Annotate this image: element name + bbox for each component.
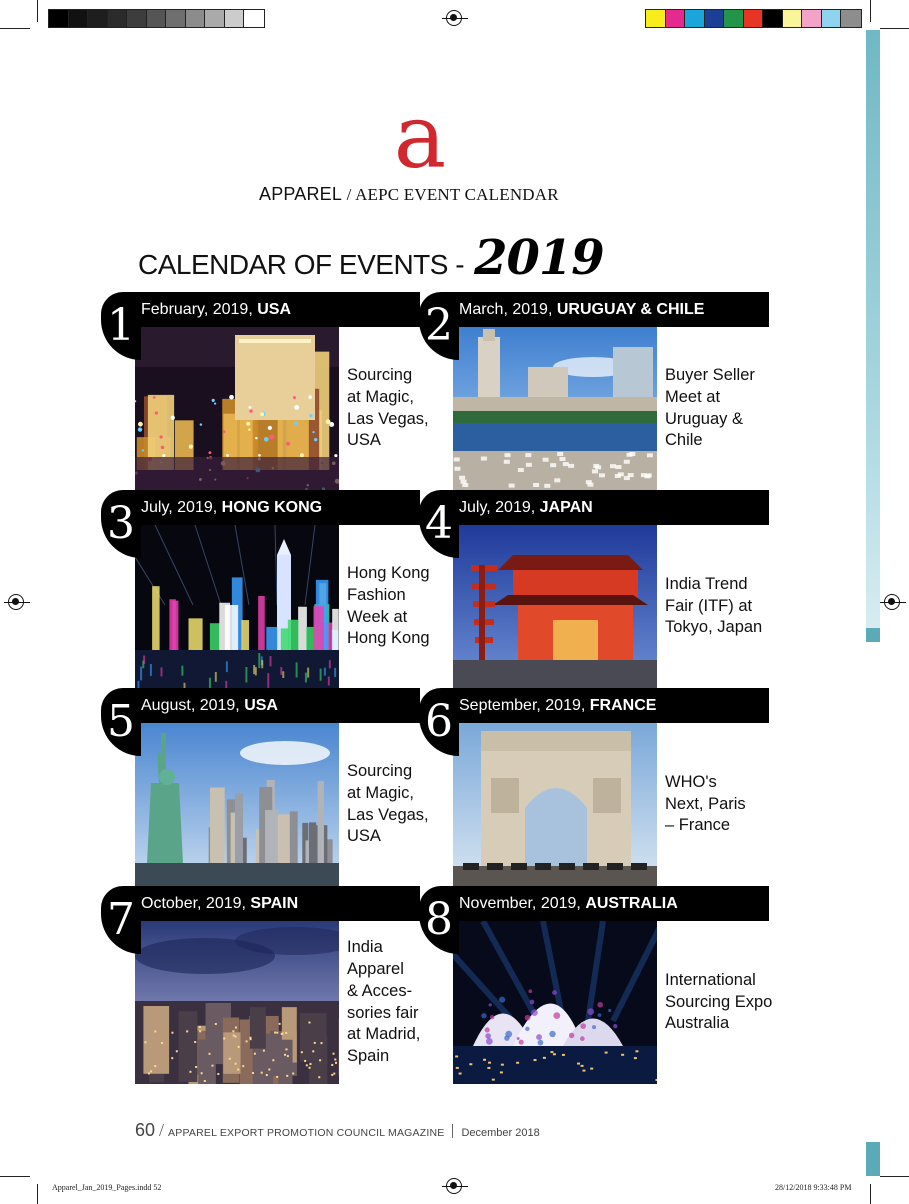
color-swatch bbox=[705, 10, 725, 27]
event-country: SPAIN bbox=[250, 895, 299, 912]
statue-of-liberty-photo bbox=[135, 723, 339, 886]
event-country: AUSTRALIA bbox=[585, 895, 678, 912]
color-swatch bbox=[802, 10, 822, 27]
color-swatch bbox=[783, 10, 803, 27]
page-footer bbox=[135, 1120, 540, 1141]
event-country: URUGUAY & CHILE bbox=[556, 301, 705, 318]
event-country: USA bbox=[244, 697, 278, 714]
event-description: Sourcing at Magic, Las Vegas, USA bbox=[347, 365, 429, 450]
crop-mark bbox=[880, 1176, 909, 1177]
event-number: 1 bbox=[101, 292, 141, 360]
color-swatch bbox=[205, 10, 225, 27]
event-description: Buyer Seller Meet at Uruguay & Chile bbox=[665, 365, 755, 450]
event-date: November, 2019, bbox=[459, 895, 581, 912]
color-swatch bbox=[147, 10, 167, 27]
event-date: March, 2019, bbox=[459, 301, 553, 318]
event-description: India Apparel & Acces- sories fair at Madrid, Spain bbox=[347, 938, 421, 1066]
event-card bbox=[425, 292, 783, 492]
event-date: July, 2019, bbox=[141, 499, 218, 516]
apparel-logo: a bbox=[393, 85, 447, 188]
sensoji-temple-photo bbox=[453, 525, 657, 688]
event-card bbox=[107, 490, 465, 690]
color-swatch bbox=[69, 10, 89, 27]
event-date-bar bbox=[135, 292, 420, 327]
event-card bbox=[425, 688, 783, 888]
page-number: 60 bbox=[135, 1120, 156, 1140]
hong-kong-harbour-night-photo bbox=[135, 525, 339, 688]
event-date-bar bbox=[135, 490, 420, 525]
event-card bbox=[425, 490, 783, 690]
section-title-left: APPAREL bbox=[259, 184, 342, 204]
crop-mark bbox=[37, 1184, 38, 1204]
event-country: HONG KONG bbox=[221, 499, 323, 516]
color-swatch bbox=[186, 10, 206, 27]
side-color-tab-bottom bbox=[866, 1142, 880, 1176]
side-color-strip bbox=[866, 30, 880, 640]
footer-slash: / bbox=[159, 1120, 165, 1140]
event-date-bar bbox=[135, 886, 420, 921]
color-swatch bbox=[88, 10, 108, 27]
color-swatch bbox=[127, 10, 147, 27]
color-swatch bbox=[685, 10, 705, 27]
crop-mark bbox=[0, 1176, 30, 1177]
arc-de-triomphe-photo bbox=[453, 723, 657, 886]
color-swatch bbox=[108, 10, 128, 27]
color-swatch bbox=[166, 10, 186, 27]
crop-mark bbox=[0, 28, 30, 29]
section-title bbox=[259, 184, 559, 205]
registration-mark-right bbox=[884, 594, 900, 610]
crop-mark bbox=[37, 0, 38, 22]
color-swatch bbox=[666, 10, 686, 27]
event-date-bar bbox=[135, 688, 420, 723]
color-swatch bbox=[724, 10, 744, 27]
section-title-right: / AEPC EVENT CALENDAR bbox=[346, 185, 559, 204]
page-title-text: CALENDAR OF EVENTS - bbox=[138, 249, 465, 280]
event-card bbox=[425, 886, 783, 1086]
crop-mark bbox=[880, 28, 909, 29]
event-card bbox=[107, 292, 465, 492]
page-title bbox=[138, 230, 604, 286]
event-number: 4 bbox=[419, 490, 459, 558]
event-number: 7 bbox=[101, 886, 141, 954]
registration-mark-left bbox=[8, 594, 24, 610]
event-card bbox=[107, 886, 465, 1086]
event-date: February, 2019, bbox=[141, 301, 253, 318]
color-swatch bbox=[244, 10, 264, 27]
event-number: 5 bbox=[101, 688, 141, 756]
montevideo-skyline-photo bbox=[453, 327, 657, 490]
event-date: August, 2019, bbox=[141, 697, 240, 714]
color-swatch bbox=[225, 10, 245, 27]
event-number: 6 bbox=[419, 688, 459, 756]
event-description: International Sourcing Expo Australia bbox=[665, 970, 773, 1033]
color-swatch bbox=[646, 10, 666, 27]
event-description: Sourcing at Magic, Las Vegas, USA bbox=[347, 761, 429, 846]
event-date: July, 2019, bbox=[459, 499, 536, 516]
page-title-year: 2019 bbox=[474, 230, 604, 286]
event-date-bar bbox=[453, 688, 769, 723]
side-color-tab bbox=[866, 628, 880, 642]
event-number: 3 bbox=[101, 490, 141, 558]
footer-divider bbox=[452, 1124, 453, 1138]
event-country: FRANCE bbox=[589, 697, 657, 714]
color-swatch bbox=[763, 10, 783, 27]
crop-mark bbox=[870, 0, 871, 22]
color-swatch bbox=[49, 10, 69, 27]
magazine-name: APPAREL EXPORT PROMOTION COUNCIL MAGAZINE bbox=[168, 1127, 445, 1139]
madrid-skyline-photo bbox=[135, 921, 339, 1084]
event-date: September, 2019, bbox=[459, 697, 586, 714]
event-description: WHO's Next, Paris – France bbox=[665, 772, 746, 835]
process-color-bar bbox=[645, 9, 862, 28]
sydney-opera-house-photo bbox=[453, 921, 657, 1084]
event-country: JAPAN bbox=[539, 499, 593, 516]
registration-mark-top bbox=[446, 10, 462, 26]
event-number: 2 bbox=[419, 292, 459, 360]
event-description: India Trend Fair (ITF) at Tokyo, Japan bbox=[665, 574, 763, 637]
issue-date: December 2018 bbox=[461, 1127, 540, 1139]
event-number: 8 bbox=[419, 886, 459, 954]
event-card bbox=[107, 688, 465, 888]
color-swatch bbox=[744, 10, 764, 27]
las-vegas-night-photo bbox=[135, 327, 339, 490]
event-date-bar bbox=[453, 490, 769, 525]
slug-file: Apparel_Jan_2019_Pages.indd 52 bbox=[52, 1183, 162, 1192]
gray-color-bar bbox=[48, 9, 265, 28]
registration-mark-bottom bbox=[446, 1178, 462, 1194]
crop-mark bbox=[870, 1184, 871, 1204]
event-date-bar bbox=[453, 886, 769, 921]
color-swatch bbox=[841, 10, 861, 27]
event-date-bar bbox=[453, 292, 769, 327]
event-description: Hong Kong Fashion Week at Hong Kong bbox=[347, 563, 430, 648]
event-country: USA bbox=[257, 301, 291, 318]
color-swatch bbox=[822, 10, 842, 27]
slug-timestamp: 28/12/2018 9:33:48 PM bbox=[775, 1183, 852, 1192]
event-date: October, 2019, bbox=[141, 895, 246, 912]
